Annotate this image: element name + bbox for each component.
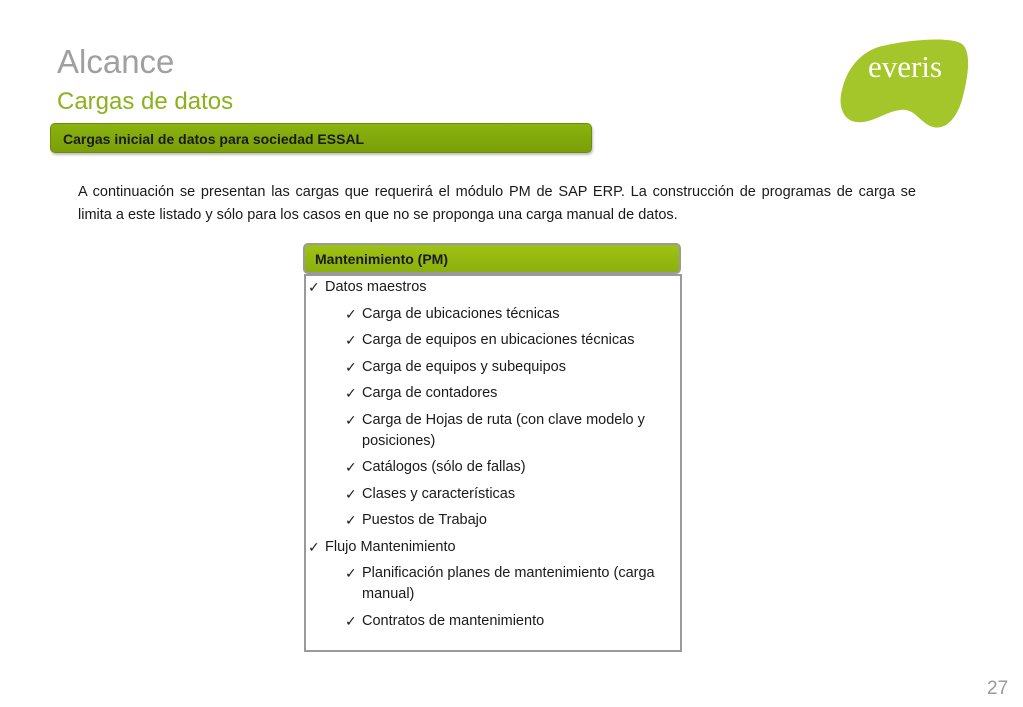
logo-text: everis (868, 49, 943, 84)
page-number: 27 (987, 678, 1009, 699)
list-item: ✓ Carga de contadores (305, 383, 685, 404)
checkmark-icon: ✓ (345, 612, 357, 629)
list-item: ✓ Clases y características (305, 484, 685, 505)
section-header-bar: Cargas inicial de datos para sociedad ESSAL (50, 123, 592, 153)
checkmark-icon: ✓ (345, 358, 357, 375)
checkmark-icon: ✓ (345, 512, 357, 528)
checkmark-icon: ✓ (345, 411, 357, 428)
checkmark-icon: ✓ (308, 279, 320, 295)
checkmark-icon: ✓ (345, 332, 357, 348)
checkmark-icon: ✓ (308, 538, 320, 555)
list-item: ✓ Carga de equipos y subequipos (305, 357, 685, 378)
list-item: ✓ Contratos de mantenimiento (305, 611, 685, 632)
list-item: ✓ Carga de ubicaciones técnicas (305, 304, 685, 325)
intro-paragraph: A continuación se presentan las cargas que requerirá el módulo PM de SAP ERP. La construcción de programas de carga se limita a este listado y sólo para los casos en que no se proponga una carga manual de datos. (78, 184, 916, 223)
list-item: ✓ Datos maestros (305, 277, 685, 298)
list-item: ✓ Flujo Mantenimiento (305, 537, 685, 558)
checkmark-icon: ✓ (345, 385, 357, 401)
everis-logo (838, 38, 970, 130)
pm-box-header: Mantenimiento (PM) (303, 243, 681, 274)
checkmark-icon: ✓ (345, 565, 357, 581)
checkmark-icon: ✓ (345, 305, 357, 322)
list-item: ✓ Catálogos (sólo de fallas) (305, 457, 685, 478)
pm-item-list (305, 277, 685, 637)
list-item: ✓ Planificación planes de mantenimiento (carga manual) (345, 565, 655, 602)
list-item: ✓ Puestos de Trabajo (305, 510, 685, 531)
page-title: Alcance (57, 43, 175, 80)
list-item: ✓ Carga de equipos en ubicaciones técnicas (305, 330, 685, 351)
list-item: ✓ Carga de Hojas de ruta (con clave modelo y posiciones) (345, 411, 645, 449)
checkmark-icon: ✓ (345, 459, 357, 475)
page-subtitle: Cargas de datos (57, 88, 234, 115)
checkmark-icon: ✓ (345, 485, 357, 502)
